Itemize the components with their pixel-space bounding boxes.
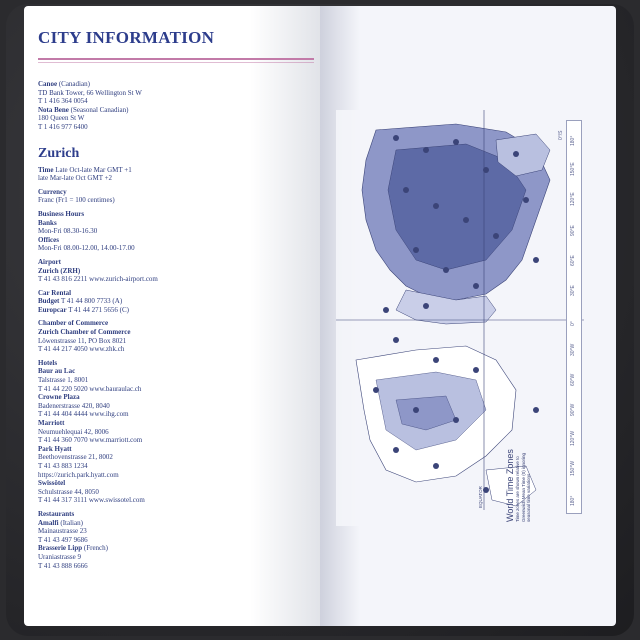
- time-line1: Late Oct-late Mar GMT +1: [55, 165, 132, 174]
- hotel-item: [38, 393, 298, 419]
- hotel-address: Beethovenstrasse 21, 8002: [38, 453, 113, 462]
- map-title: World Time Zones: [505, 449, 515, 522]
- hotel-line: T 41 44 360 7070 www.marriott.com: [38, 436, 143, 445]
- scale-label: 30°E: [570, 285, 576, 296]
- hotel-address: Badenerstrasse 420, 8040: [38, 401, 110, 410]
- scale-label: 0°: [570, 321, 576, 326]
- world-time-zone-map: [336, 110, 584, 526]
- canoe-entry: [38, 80, 298, 106]
- hotel-line: T 41 43 883 1234: [38, 461, 88, 470]
- hotel-name: Marriott: [38, 419, 65, 427]
- scale-label: 90°E: [570, 225, 576, 236]
- time-label: Time: [38, 165, 54, 174]
- lipp-address: Uraniastrasse 9: [38, 552, 81, 561]
- airport-section: [38, 258, 298, 284]
- europcar-name: Europcar: [38, 305, 67, 314]
- hotel-name: Baur au Lac: [38, 367, 76, 376]
- hotel-item: [38, 367, 298, 393]
- scale-label: 30°W: [570, 343, 576, 356]
- offices-hours: Mon-Fri 08.00-12.00, 14.00-17.00: [38, 244, 135, 253]
- lipp-name: Brasserie Lipp: [38, 544, 83, 553]
- budget-name: Budget: [38, 297, 60, 306]
- business-hours-section: [38, 210, 298, 253]
- time-section: [38, 166, 298, 183]
- chamber-address: Löwenstrasse 11, PO Box 8021: [38, 336, 127, 345]
- amalfi-phone: T 41 43 497 9686: [38, 535, 88, 544]
- chamber-label: Chamber of Commerce: [38, 319, 109, 328]
- lipp-phone: T 41 43 888 6666: [38, 561, 88, 570]
- canoe-phone: T 1 416 364 0054: [38, 97, 88, 106]
- scale-label: 90°W: [570, 403, 576, 416]
- canoe-type: (Canadian): [58, 80, 90, 88]
- hotel-extra: https://zurich.park.hyatt.com: [38, 470, 119, 479]
- car-rental-label: Car Rental: [38, 288, 72, 297]
- hotel-item: [38, 419, 298, 445]
- title-rule: [38, 58, 314, 60]
- currency-value: Franc (Fr1 = 100 centimes): [38, 196, 115, 205]
- chamber-line: T 41 44 217 4050 www.zhk.ch: [38, 345, 125, 354]
- europcar-line: T 41 44 271 5656 (C): [68, 305, 130, 314]
- hotel-line: T 41 44 404 4444 www.ihg.com: [38, 410, 129, 419]
- airport-label: Airport: [38, 257, 61, 266]
- time-zone-scale: [566, 120, 582, 514]
- restaurants-section: [38, 510, 298, 570]
- hotels-section: [38, 359, 298, 505]
- car-rental-section: [38, 289, 298, 315]
- amalfi-address: Mainaustrasse 23: [38, 527, 87, 536]
- scale-label: 180°: [570, 135, 576, 146]
- city-info-content: [38, 80, 298, 570]
- canoe-name: Canoe: [38, 80, 58, 88]
- page-title: CITY INFORMATION: [38, 28, 215, 47]
- hotel-name: Swissôtel: [38, 479, 66, 488]
- hotel-line: T 41 44 220 5020 www.bauraulac.ch: [38, 384, 142, 393]
- currency-section: [38, 188, 298, 205]
- nota-type: (Seasonal Canadian): [70, 105, 129, 114]
- title-rule-thin: [38, 62, 314, 63]
- scale-label: 120°W: [570, 430, 576, 446]
- hotel-name: Crowne Plaza: [38, 393, 80, 402]
- hotel-item: [38, 479, 298, 505]
- hotel-name: Park Hyatt: [38, 444, 72, 453]
- time-line2: late Mar-late Oct GMT +2: [38, 174, 113, 183]
- chamber-name: Zurich Chamber of Commerce: [38, 328, 131, 337]
- map-subtitle: Time zones are shown relative to Greenwich Mean Time (0) ignoring seasonal time variations: [515, 452, 531, 522]
- banks-label: Banks: [38, 218, 57, 227]
- scale-head: 0°/S: [558, 130, 564, 140]
- currency-label: Currency: [38, 187, 67, 196]
- chamber-section: [38, 319, 298, 353]
- scale-label: 120°E: [570, 192, 576, 206]
- city-heading: Zurich: [38, 145, 80, 161]
- airport-name: Zurich (ZRH): [38, 266, 81, 275]
- nota-phone: T 1 416 977 6400: [38, 122, 88, 131]
- scale-label: 60°E: [570, 255, 576, 266]
- equator-label: EQUATOR: [478, 486, 483, 508]
- amalfi-type: (Italian): [60, 518, 83, 527]
- nota-entry: [38, 106, 298, 132]
- nota-name: Nota Bene: [38, 105, 69, 114]
- hotel-address: Neumuehlequai 42, 8006: [38, 427, 109, 436]
- airport-line: T 41 43 816 2211 www.zurich-airport.com: [38, 275, 158, 284]
- business-hours-label: Business Hours: [38, 209, 85, 218]
- budget-line: T 41 44 800 7733 (A): [61, 297, 123, 306]
- hotel-address: Schulstrasse 44, 8050: [38, 487, 99, 496]
- restaurants-label: Restaurants: [38, 509, 75, 518]
- hotel-line: T 41 44 317 3111 www.swissotel.com: [38, 496, 145, 505]
- hotels-label: Hotels: [38, 358, 58, 367]
- offices-label: Offices: [38, 235, 59, 244]
- map-caption: [505, 442, 532, 522]
- scale-label: 180°: [570, 495, 576, 506]
- nota-address: 180 Queen St W: [38, 114, 85, 123]
- amalfi-name: Amalfi: [38, 518, 59, 527]
- lipp-type: (French): [83, 544, 108, 553]
- scale-label: 60°W: [570, 373, 576, 386]
- hotel-item: [38, 445, 298, 479]
- scale-label: 150°W: [570, 460, 576, 476]
- scale-label: 150°E: [570, 162, 576, 176]
- canoe-address: TD Bank Tower, 66 Wellington St W: [38, 88, 142, 97]
- banks-hours: Mon-Fri 08.30-16.30: [38, 227, 98, 236]
- hotel-address: Talstrasse 1, 8001: [38, 376, 89, 385]
